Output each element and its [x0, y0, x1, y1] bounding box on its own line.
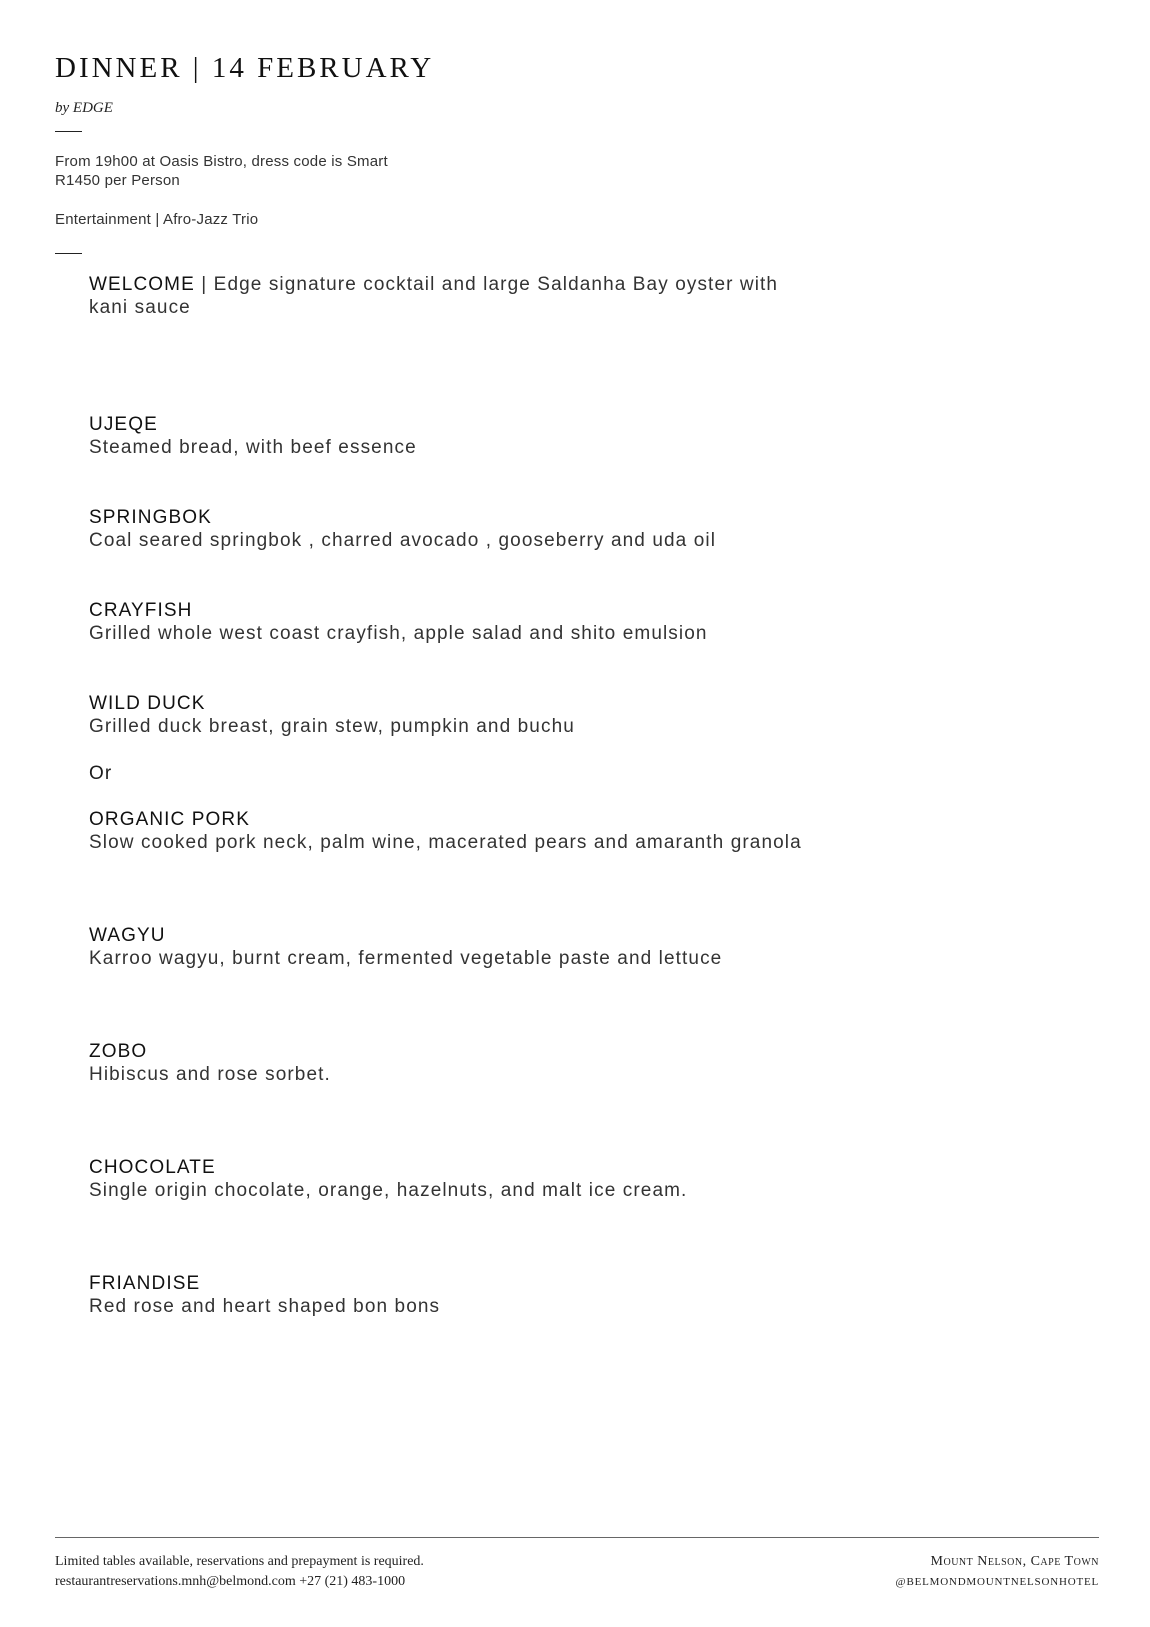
- course-item: [89, 924, 722, 970]
- footer-divider: [55, 1537, 1099, 1538]
- social-handle: @BELMONDMOUNTNELSONHOTEL: [895, 1576, 1099, 1588]
- course-item: [89, 1156, 687, 1202]
- course-desc: Karroo wagyu, burnt cream, fermented vegetable paste and lettuce: [89, 948, 723, 969]
- welcome-desc: | Edge signature cocktail and large Saldanha Bay oyster with kani sauce: [89, 274, 779, 318]
- section-dash: [55, 253, 82, 254]
- course-item: [89, 413, 417, 459]
- or-separator: Or: [89, 763, 113, 784]
- byline: by EDGE: [55, 100, 113, 116]
- venue-name: Mount Nelson, Cape Town: [930, 1554, 1099, 1569]
- course-desc: Hibiscus and rose sorbet.: [89, 1064, 331, 1085]
- header-dash: [55, 131, 82, 132]
- course-name: FRIANDISE: [89, 1273, 201, 1294]
- footer-venue: [896, 1552, 1099, 1592]
- course-name: ZOBO: [89, 1041, 148, 1062]
- course-name: UJEQE: [89, 414, 158, 435]
- entertainment-info: Entertainment | Afro-Jazz Trio: [55, 211, 259, 228]
- course-item: [89, 599, 708, 645]
- course-desc: Steamed bread, with beef essence: [89, 437, 417, 458]
- course-desc: Grilled duck breast, grain stew, pumpkin and buchu: [89, 716, 575, 737]
- menu-title: DINNER | 14 FEBRUARY: [55, 52, 435, 84]
- course-name: WILD DUCK: [89, 693, 206, 714]
- course-desc: Slow cooked pork neck, palm wine, macerated pears and amaranth granola: [89, 832, 802, 853]
- course-name: WAGYU: [89, 925, 166, 946]
- course-item: [89, 808, 802, 854]
- course-item: [89, 1272, 440, 1318]
- footer-reservations: [55, 1552, 424, 1592]
- welcome-item: [89, 273, 809, 319]
- event-price: R1450 per Person: [55, 172, 180, 189]
- course-name: ORGANIC PORK: [89, 809, 250, 830]
- course-name: CHOCOLATE: [89, 1157, 216, 1178]
- welcome-name: WELCOME: [89, 274, 195, 295]
- contact-line: restaurantreservations.mnh@belmond.com +27 (21) 483-1000: [55, 1574, 406, 1589]
- event-time-location: From 19h00 at Oasis Bistro, dress code is Smart: [55, 153, 388, 170]
- reservation-note: Limited tables available, reservations and prepayment is required.: [55, 1554, 424, 1569]
- course-desc: Grilled whole west coast crayfish, apple salad and shito emulsion: [89, 623, 708, 644]
- course-name: CRAYFISH: [89, 600, 193, 621]
- course-name: SPRINGBOK: [89, 507, 212, 528]
- course-desc: Single origin chocolate, orange, hazelnuts, and malt ice cream.: [89, 1180, 688, 1201]
- course-desc: Coal seared springbok , charred avocado , gooseberry and uda oil: [89, 530, 717, 551]
- course-item: [89, 1040, 331, 1086]
- course-item: [89, 506, 716, 552]
- course-desc: Red rose and heart shaped bon bons: [89, 1296, 441, 1317]
- event-info: [55, 152, 388, 190]
- course-item: [89, 692, 575, 738]
